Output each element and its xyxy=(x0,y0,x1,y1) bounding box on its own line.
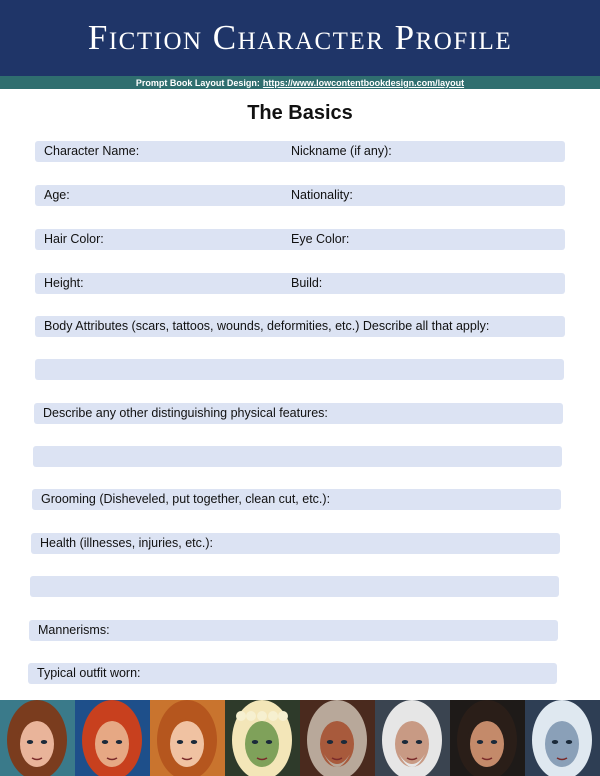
portrait-girl-rainbow-hair xyxy=(0,700,75,776)
body-attributes-label: Body Attributes (scars, tattoos, wounds, deformities, etc.) Describe all that apply: xyxy=(44,319,490,333)
mannerisms-label: Mannerisms: xyxy=(38,623,110,637)
body-attributes-blank-line[interactable] xyxy=(35,359,564,380)
portrait-old-man-red xyxy=(300,700,375,776)
age-row[interactable] xyxy=(35,185,565,206)
credit-bar xyxy=(0,76,600,89)
character-name-label: Character Name: xyxy=(44,144,140,158)
grooming-field[interactable] xyxy=(32,489,561,510)
character-name-row[interactable] xyxy=(35,141,565,162)
credit-label: Prompt Book Layout Design: xyxy=(135,77,260,88)
distinguishing-features-label: Describe any other distinguishing physical features: xyxy=(43,406,328,420)
hair-color-label: Hair Color: xyxy=(44,232,104,246)
body-attributes-field[interactable] xyxy=(35,316,565,337)
typical-outfit-label: Typical outfit worn: xyxy=(37,666,141,680)
hair-color-row[interactable] xyxy=(35,229,565,250)
portrait-green-flower-crown xyxy=(225,700,300,776)
distinguishing-features-blank-line[interactable] xyxy=(33,446,562,467)
portrait-elf-red-hair xyxy=(75,700,150,776)
height-label: Height: xyxy=(44,276,84,290)
title-banner xyxy=(0,0,600,76)
nickname-label: Nickname (if any): xyxy=(291,144,392,158)
section-title: The Basics xyxy=(247,102,353,124)
portrait-strip xyxy=(0,700,600,776)
portrait-curly-redhead xyxy=(150,700,225,776)
health-blank-line[interactable] xyxy=(30,576,559,597)
page-title: Fiction Character Profile xyxy=(87,18,513,57)
typical-outfit-field[interactable] xyxy=(28,663,557,684)
portrait-pale-elf-white-hair xyxy=(525,700,600,776)
portrait-white-bearded-wizard xyxy=(375,700,450,776)
health-field[interactable] xyxy=(31,533,560,554)
distinguishing-features-field[interactable] xyxy=(34,403,563,424)
eye-color-label: Eye Color: xyxy=(291,232,350,246)
build-label: Build: xyxy=(291,276,323,290)
age-label: Age: xyxy=(44,188,70,202)
health-label: Health (illnesses, injuries, etc.): xyxy=(40,536,213,550)
height-row[interactable] xyxy=(35,273,565,294)
portrait-dark-haired-man xyxy=(450,700,525,776)
nationality-label: Nationality: xyxy=(291,188,353,202)
mannerisms-field[interactable] xyxy=(29,620,558,641)
grooming-label: Grooming (Disheveled, put together, clean cut, etc.): xyxy=(41,492,331,506)
credit-link[interactable]: https://www.lowcontentbookdesign.com/layout xyxy=(262,77,465,88)
